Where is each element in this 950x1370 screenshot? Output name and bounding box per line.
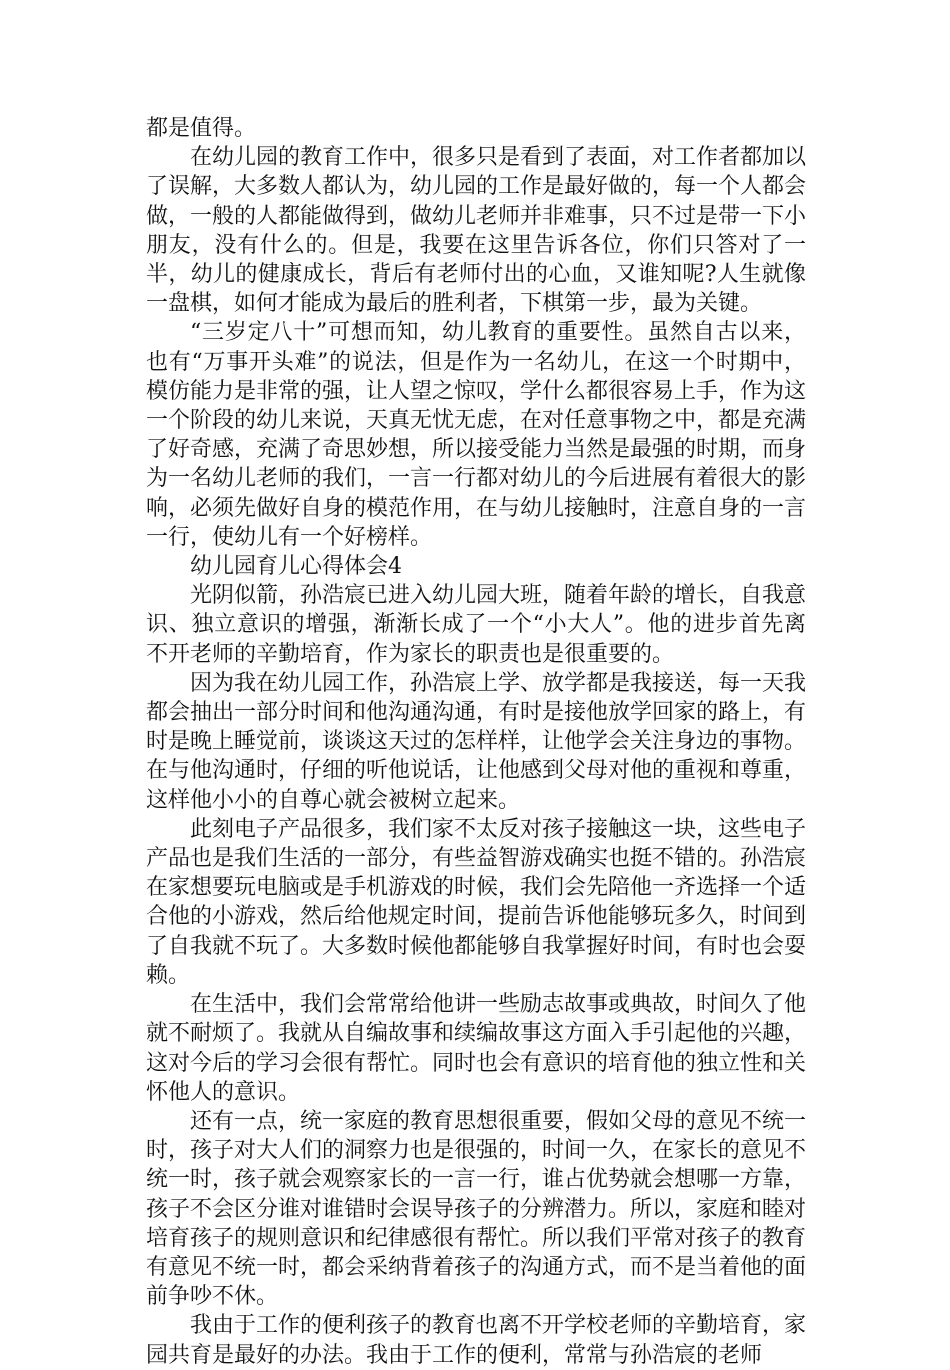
- paragraph-2: 在幼儿园的教育工作中，很多只是看到了表面，对工作者都加以了误解，大多数人都认为，幼儿园的工作是最好做的，每一个人都会做，一般的人都能做得到，做幼儿老师并非难事，只不过是带一下小朋友，没有什么的。但是，我要在这里告诉各位，你们只答对了一半，幼儿的健康成长，背后有老师付出的心血，又谁知呢?人生就像一盘棋，如何才能成为最后的胜利者，下棋第一步，最为关键。: [146, 145, 807, 317]
- paragraph-3: “三岁定八十”可想而知，幼儿教育的重要性。虽然自古以来，也有“万事开头难”的说法，但是作为一名幼儿，在这一个时期中，模仿能力是非常的强，让人望之惊叹，学什么都很容易上手，作为这一个阶段的幼儿来说，天真无忧无虑，在对任意事物之中，都是充满了好奇感，充满了奇思妙想，所以接受能力当然是最强的时期，而身为一名幼儿老师的我们，一言一行都对幼儿的今后进展有着很大的影响，必须先做好自身的模范作用，在与幼儿接触时，注意自身的一言一行，使幼儿有一个好榜样。: [146, 320, 807, 550]
- document-body: [146, 114, 806, 1370]
- paragraph-9: 还有一点，统一家庭的教育思想很重要，假如父母的意见不统一时，孩子对大人们的洞察力也是很强的，时间一久，在家长的意见不统一时，孩子就会观察家长的一言一行，谁占优势就会想哪一方靠，孩子不会区分谁对谁错时会误导孩子的分辨潜力。所以，家庭和睦对培育孩子的规则意识和纪律感很有帮忙。所以我们平常对孩子的教育有意见不统一时，都会采纳背着孩子的沟通方式，而不是当着他的面前争吵不休。: [146, 1108, 807, 1310]
- paragraph-6: 因为我在幼儿园工作，孙浩宸上学、放学都是我接送，每一天我都会抽出一部分时间和他沟通沟通，有时是接他放学回家的路上，有时是晚上睡觉前，谈谈这天过的怎样样，让他学会关注身边的事物。在与他沟通时，仔细的听他说话，让他感到父母对他的重视和尊重，这样他小小的自尊心就会被树立起来。: [146, 670, 807, 813]
- paragraph-10: 我由于工作的便利孩子的教育也离不开学校老师的辛勤培育，家园共育是最好的办法。我由于工作的便利，常常与孙浩宸的老师: [146, 1313, 807, 1368]
- paragraph-1: 都是值得。: [146, 116, 257, 141]
- paragraph-8: 在生活中，我们会常常给他讲一些励志故事或典故，时间久了他就不耐烦了。我就从自编故事和续编故事这方面入手引起他的兴趣，这对今后的学习会很有帮忙。同时也会有意识的培育他的独立性和关怀他人的意识。: [146, 992, 807, 1105]
- paragraph-5: 光阴似箭，孙浩宸已进入幼儿园大班，随着年龄的增长，自我意识、独立意识的增强，渐渐长成了一个“小大人”。他的进步首先离不开老师的辛勤培育，作为家长的职责也是很重要的。: [146, 583, 807, 667]
- paragraph-7: 此刻电子产品很多，我们家不太反对孩子接触这一块，这些电子产品也是我们生活的一部分，有些益智游戏确实也挺不错的。孙浩宸在家想要玩电脑或是手机游戏的时候，我们会先陪他一齐选择一个适合他的小游戏，然后给他规定时间，提前告诉他能够玩多久，时间到了自我就不玩了。大多数时候他都能够自我掌握好时间，有时也会耍赖。: [146, 816, 807, 988]
- section-heading: 幼儿园育儿心得体会4: [190, 554, 402, 580]
